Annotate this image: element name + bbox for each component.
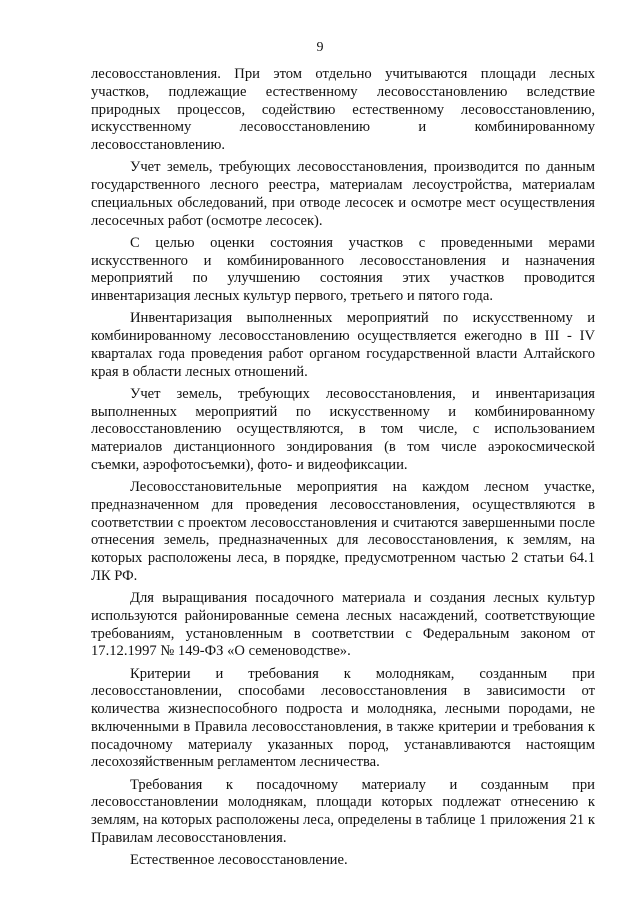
paragraph-young-stand-criteria: Критерии и требования к молоднякам, созданным при лесовосстановлении, способами лесовосстановления в зависимости от количества жизнеспособного подроста и молодняка, лесными породами, не включенными в Правила лесовосстановления, в также критерии и требования к посадочному материалу указанных пород, устанавливаются настоящим лесохозяйственным регламентом лесничества. (91, 665, 595, 771)
paragraph-land-accounting: Учет земель, требующих лесовосстановления, производится по данным государственного лесного реестра, материалам лесоустройства, материалам специальных обследований, при отводе лесосек и осмотре мест осуществления лесосечных работ (осмотре лесосек). (91, 159, 595, 229)
paragraph-planting-material: Для выращивания посадочного материала и создания лесных культур используются районированные семена лесных насаждений, соответствующие требованиям, установленным в соответствии с Федеральным законом от 17.12.1997 № 149-ФЗ «О семеноводстве». (91, 590, 595, 660)
paragraph-condition-assessment: С целью оценки состояния участков с проведенными мерами искусственного и комбинированного лесовосстановления и назначения мероприятий по улучшению состояния этих участков проводится инвентаризация лесных культур первого, третьего и пятого года. (91, 234, 595, 304)
paragraph-natural-reforestation-heading: Естественное лесовосстановление. (130, 852, 348, 868)
paragraph-inventory-schedule: Инвентаризация выполненных мероприятий по искусственному и комбинированному лесовосстановлению осуществляется ежегодно в III - IV кварталах года проведения работ органом государственной власти Алтайского края в области лесных отношений. (91, 310, 595, 380)
paragraph-continuation: лесовосстановления. При этом отдельно учитываются площади лесных участков, подлежащие естественному лесовосстановлению вследствие природных процессов, содействию естественному лесовосстановлению, искусственному лесовосстановлению и комбинированному лесовосстановлению. (91, 66, 595, 153)
paragraph-remote-sensing: Учет земель, требующих лесовосстановления, и инвентаризация выполненных мероприятий по искусственному и комбинированному лесовосстановлению осуществляются, в том числе, с использованием материалов дистанционного зондирования (в том числе аэрокосмической съемки, аэрофотосъемки), фото- и видеофиксации. (91, 385, 595, 473)
page-number: 9 (316, 40, 324, 55)
body-text (91, 66, 595, 870)
paragraph-reforestation-completion: Лесовосстановительные мероприятия на каждом лесном участке, предназначенном для проведения лесовосстановления, осуществляются в соответствии с проектом лесовосстановления и считаются завершенными после отнесения земель, предназначенных для лесовосстановления, к землям, на которых расположены леса, в порядке, предусмотренном частью 2 статьи 64.1 ЛК РФ. (91, 479, 595, 584)
paragraph-requirements-table-ref: Требования к посадочному материалу и созданным при лесовосстановлении молоднякам, площади которых подлежат отнесению к землям, на которых расположены леса, определены в таблице 1 приложения 21 к Правилам лесовосстановления. (91, 776, 595, 846)
